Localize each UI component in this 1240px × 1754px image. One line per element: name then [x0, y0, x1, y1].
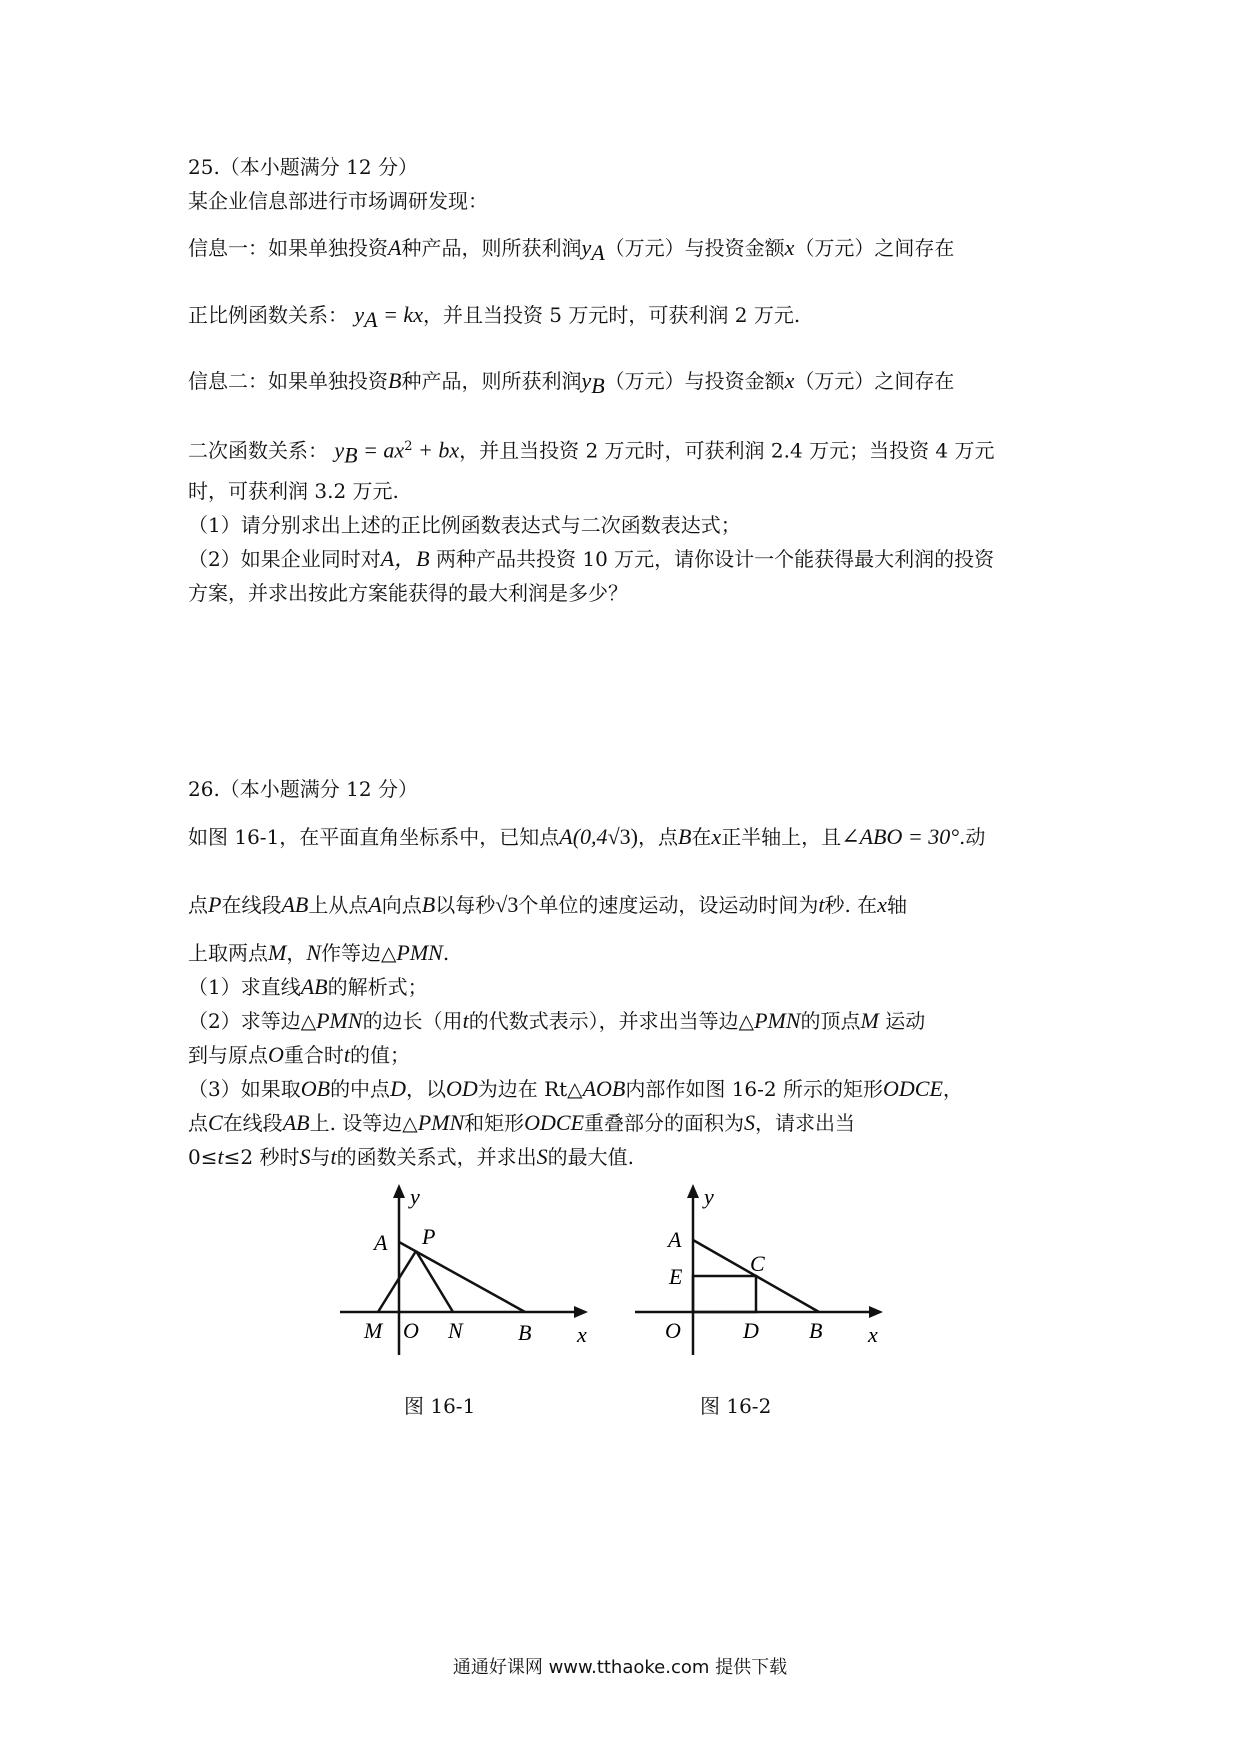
- fig1-segment-PN: [416, 1251, 453, 1312]
- download-footer: 通通好课网 www.tthaoke.com 提供下载: [452, 1657, 788, 1678]
- fig2-x-arrow: [869, 1306, 883, 1318]
- q25-part1: （1）请分别求出上述的正比例函数表达式与二次函数表达式；: [188, 513, 741, 537]
- fig1-x-arrow: [574, 1306, 588, 1318]
- q26-sub2-line1: （2）求等边△PMN的边长（用t的代数式表示），并求出当等边△PMN的顶点M 运动: [188, 1008, 926, 1033]
- q26-sub2-line2: 到与原点O重合时t的值；: [188, 1042, 411, 1067]
- fig2-label-A: A: [668, 1227, 682, 1252]
- fig1-label-x: x: [577, 1322, 587, 1347]
- q25-info2-line2: 二次函数关系： $y_B = ax^2$ + bx，并且当投资 2 万元时，可获利润 2.4 万元；当投资 4 万元: [188, 437, 995, 468]
- q25-intro: 某企业信息部进行市场调研发现：: [188, 189, 488, 213]
- q26-para1: 如图 16-1，在平面直角坐标系中，已知点A(0,4√3)，点B在x正半轴上，且∠ABO = 30°.动: [188, 824, 986, 849]
- fig1-label-P: P: [422, 1224, 436, 1249]
- q26-para3: 上取两点M，N作等边△PMN.: [188, 940, 450, 965]
- fig2-rectangle-ODCE: [693, 1276, 756, 1312]
- q26-sub3-line2: 点C在线段AB上. 设等边△PMN和矩形ODCE重叠部分的面积为S，请求出当: [188, 1110, 856, 1135]
- fig1-label-M: M: [364, 1318, 383, 1343]
- fig1-label-A: A: [374, 1230, 388, 1255]
- figure-16-1: [330, 1180, 600, 1360]
- fig1-caption: 图 16-1: [404, 1394, 476, 1418]
- fig2-label-D: D: [743, 1318, 759, 1343]
- q26-sub1: （1）求直线AB的解析式；: [188, 974, 428, 999]
- q26-sub3-line1: （3）如果取OB的中点D，以OD为边在 Rt△AOB内部作如图 16-2 所示的矩形ODCE，: [188, 1076, 963, 1101]
- q25-info2-line3: 时，可获利润 3.2 万元.: [188, 479, 399, 503]
- fig2-caption: 图 16-2: [700, 1394, 772, 1418]
- fig1-label-O: O: [403, 1318, 419, 1343]
- fig2-y-arrow: [687, 1184, 699, 1198]
- fig1-label-N: N: [448, 1318, 463, 1343]
- q25-info2-line1: 信息二：如果单独投资B种产品，则所获利润$y_B$（万元）与投资金额x（万元）之间存在: [188, 368, 955, 398]
- q26-sub3-line3: 0≤t≤2 秒时S与t的函数关系式，并求出S的最大值.: [188, 1144, 634, 1169]
- q25-header: 25.（本小题满分 12 分）: [188, 155, 418, 179]
- fig1-y-arrow: [393, 1184, 405, 1198]
- q25-info1-line2: 正比例函数关系： $y_A$ = kx，并且当投资 5 万元时，可获利润 2 万元.: [188, 302, 801, 332]
- fig1-label-y: y: [410, 1184, 420, 1209]
- fig2-label-x: x: [868, 1322, 878, 1347]
- figure-16-2: [625, 1180, 895, 1360]
- fig2-label-B: B: [809, 1318, 823, 1343]
- q25-part2-line2: 方案，并求出按此方案能获得的最大利润是多少？: [188, 581, 628, 605]
- fig2-label-E: E: [669, 1264, 683, 1289]
- fig1-segment-PM: [378, 1251, 416, 1312]
- fig2-label-C: C: [750, 1251, 765, 1276]
- fig2-label-y: y: [704, 1184, 714, 1209]
- fig2-label-O: O: [665, 1318, 681, 1343]
- fig1-label-B: B: [518, 1320, 532, 1345]
- q25-info1-line1: 信息一：如果单独投资A种产品，则所获利润$y_A$（万元）与投资金额x（万元）之间存在: [188, 235, 955, 265]
- q26-para2: 点P在线段AB上从点A向点B以每秒√3个单位的速度运动，设运动时间为t秒. 在x轴: [188, 892, 907, 917]
- q26-header: 26.（本小题满分 12 分）: [188, 777, 418, 801]
- q25-part2-line1: （2）如果企业同时对A，B 两种产品共投资 10 万元，请你设计一个能获得最大利润的投资: [188, 546, 995, 571]
